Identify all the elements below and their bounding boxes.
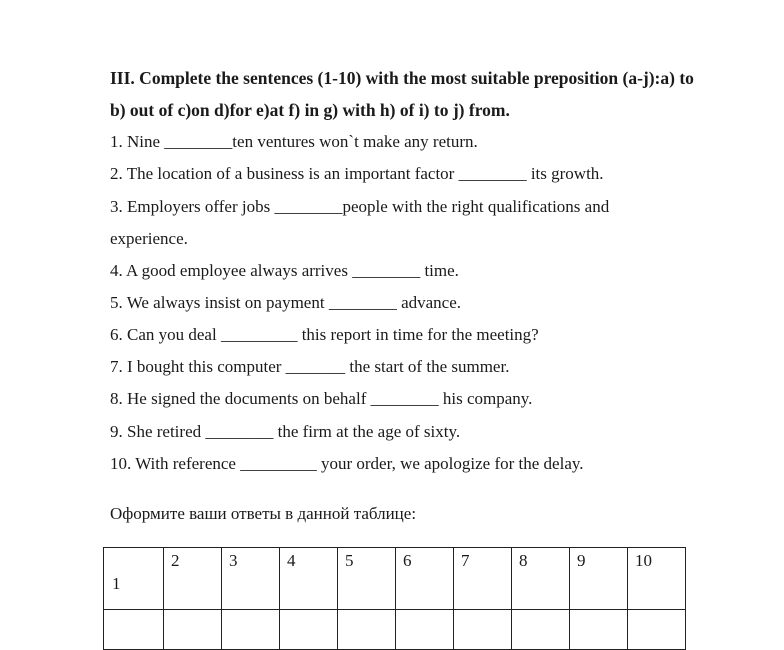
sentence-3-continuation: experience.: [110, 229, 188, 248]
answer-cell-2[interactable]: [164, 610, 222, 650]
answer-cell-4[interactable]: [280, 610, 338, 650]
answer-number-6: 6: [403, 551, 412, 570]
answer-cell-header-7: [454, 548, 512, 610]
sentence-5: 5. We always insist on payment ________ advance.: [110, 293, 461, 312]
answer-number-10: 10: [635, 551, 652, 570]
answer-cell-10[interactable]: [628, 610, 686, 650]
answer-number-2: 2: [171, 551, 180, 570]
answer-table-header-row: [104, 548, 686, 610]
answer-cell-9[interactable]: [570, 610, 628, 650]
answer-table: [103, 547, 686, 650]
answer-table-caption: Оформите ваши ответы в данной таблице:: [110, 504, 417, 523]
answer-number-5: 5: [345, 551, 354, 570]
sentence-3: 3. Employers offer jobs ________people with the right qualifications and: [110, 197, 610, 216]
answer-cell-header-2: [164, 548, 222, 610]
answer-cell-header-4: [280, 548, 338, 610]
answer-number-7: 7: [461, 551, 470, 570]
answer-cell-1[interactable]: [104, 610, 164, 650]
answer-number-4: 4: [287, 551, 296, 570]
sentence-7: 7. I bought this computer _______ the start of the summer.: [110, 357, 510, 376]
answer-number-8: 8: [519, 551, 528, 570]
sentence-4: 4. A good employee always arrives ________ time.: [110, 261, 459, 280]
sentence-2: 2. The location of a business is an important factor ________ its growth.: [110, 164, 604, 183]
answer-table-answer-row: [104, 610, 686, 650]
answer-cell-header-9: [570, 548, 628, 610]
sentence-8: 8. He signed the documents on behalf ________ his company.: [110, 389, 533, 408]
answer-cell-header-5: [338, 548, 396, 610]
sentence-6: 6. Can you deal _________ this report in time for the meeting?: [110, 325, 539, 344]
sentence-1: 1. Nine ________ten ventures won`t make any return.: [110, 132, 478, 151]
answer-number-1: 1: [112, 573, 121, 593]
answer-cell-header-6: [396, 548, 454, 610]
exercise-heading-line-1: III. Complete the sentences (1-10) with the most suitable preposition (a-j):a) to: [110, 68, 694, 88]
answer-cell-header-1: [104, 548, 164, 610]
answer-cell-8[interactable]: [512, 610, 570, 650]
sentence-10: 10. With reference _________ your order, we apologize for the delay.: [110, 454, 584, 473]
answer-cell-header-8: [512, 548, 570, 610]
answer-cell-6[interactable]: [396, 610, 454, 650]
answer-number-3: 3: [229, 551, 238, 570]
sentence-9: 9. She retired ________ the firm at the age of sixty.: [110, 422, 461, 441]
answer-cell-header-3: [222, 548, 280, 610]
exercise-heading-line-2: b) out of c)on d)for e)at f) in g) with h) of i) to j) from.: [110, 100, 510, 120]
answer-cell-3[interactable]: [222, 610, 280, 650]
answer-number-9: 9: [577, 551, 586, 570]
answer-cell-header-10: [628, 548, 686, 610]
answer-cell-7[interactable]: [454, 610, 512, 650]
answer-cell-5[interactable]: [338, 610, 396, 650]
